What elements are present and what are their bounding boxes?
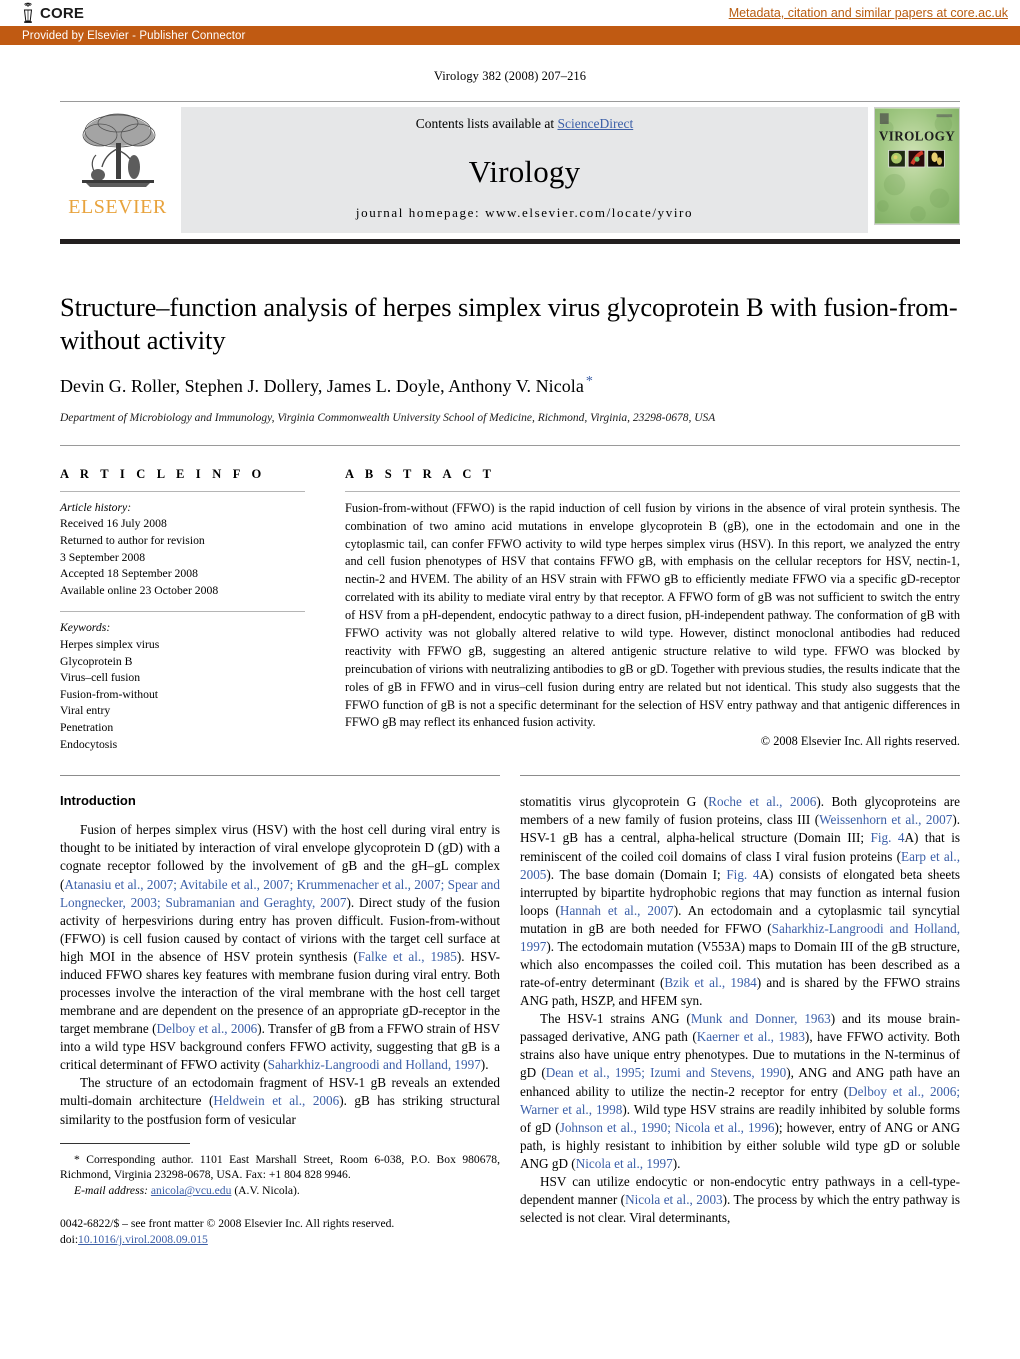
text-run: ); however, entry of ANG or ANG path, is highly resistant to inhibition by either soluble wild type gD or soluble ANG gD ( [520,1119,960,1171]
page-title: Structure–function analysis of herpes simplex virus glycoprotein B with fusion-from-without activity [60,292,958,356]
doi-link[interactable]: 10.1016/j.virol.2008.09.015 [78,1233,208,1247]
keyword-item: Endocytosis [60,737,118,751]
keywords-block [60,611,305,753]
citation-link[interactable]: Fig. 4 [870,830,905,846]
text-run: Fusion of herpes simplex virus (HSV) with the host cell during viral entry is thought to be initiated by interaction of viral envelope glycoprotein D (gD) with a cognate receptor followed by the involvement of gB and the gH–gL complex ( [60,822,500,892]
history-line: Accepted 18 September 2008 [60,567,198,581]
citation-link[interactable]: Weissenhorn et al., 2007 [819,812,953,828]
paragraph [520,1010,960,1173]
title-block [60,291,960,424]
keyword-item: Glycoprotein B [60,654,133,668]
abstract-text: Fusion-from-without (FFWO) is the rapid induction of cell fusion by virions in the absence of viral protein synthesis. The combination of two amino acid mutations in envelope glycoprotein B (gB), one in the ectodomain and one in the cytoplasmic tail, can confer FFWO activity to wild type herpes simplex virus (HSV). In this report, we analyzed the entry and cell fusion phenotypes of HSV that contains FFWO gB, with emphasis on the cellular receptors for HSV, nectin-1, nectin-2 and HVEM. The ability of an HSV strain with FFWO gB to efficiently mediate FFWO via a specific gD-receptor correlated with its ability to mediate viral entry by that receptor. A FFWO form of gB was not sufficient to switch the entry of HSV from a pH-dependent, endocytic pathway to a direct fusion, pH-independent pathway. The conformation of gB with FFWO activity was not globally altered relative to wild type. However, distinct monoclonal antibodies had reduced reactivity with FFWO gB, suggesting an altered antigenic structure relative to wild type. FFWO was blocked by preincubation of virions with neutralizing antibodies to gB or gD. Together with previous studies, the results indicate that the roles of gB in FFWO and in virus–cell fusion during entry are related but not identical. This study also suggests that the FFWO function of gB is not a specific determinant for the selection of HSV entry pathway and that antigenic differences in FFWO gB may reflect its enhanced fusion activity. [345,500,961,730]
keyword-item: Fusion-from-without [60,687,159,701]
citation-link[interactable]: Hannah et al., 2007 [559,902,674,918]
text-run: ). [672,1155,681,1171]
citation-link[interactable]: Kaerner et al., 1983 [696,1029,805,1045]
column-gap [305,467,345,754]
keyword-item: Penetration [60,721,114,735]
front-matter-line: 0042-6822/$ – see front matter © 2008 Elsevier Inc. All rights reserved. [60,1216,395,1230]
text-run: ). An ectodomain and a cytoplasmic tail syncytial mutation in gB are both needed for FFWO ( [520,902,961,936]
body-divider-right [520,775,960,776]
citation-link[interactable]: Roche et al., 2006 [708,794,817,810]
citation-link[interactable]: Nicola et al., 1997 [575,1155,673,1171]
article-info-column [60,467,305,754]
text-run: ). HSV-1 gB has a central, alpha-helical structure (Domain III; [520,812,961,846]
text-run: A) consists of elongated beta sheets interrupted by bipartite hydrophobic regions that may function as internal fusion loops ( [520,866,961,918]
elsevier-logo [60,107,175,233]
history-line: Received 16 July 2008 [60,517,167,531]
email-suffix: (A.V. Nicola). [234,1184,300,1198]
provider-text: Provided by Elsevier - Publisher Connector [22,29,246,42]
article-history-block [60,491,305,600]
svg-text:VIROLOGY: VIROLOGY [878,128,956,144]
journal-cover-thumbnail [874,107,960,225]
journal-title: Virology [468,154,581,189]
text-run: ). Direct study of the fusion activity of herpesvirions during entry has proven difficult. Fusion-from-without (FFWO) is cell fusion caused by contact of virions with the target cell surface at high MOI in the absence of HSV protein synthesis ( [60,894,500,964]
text-run: ). gB has striking structural similarity to the postfusion form of vesicular [60,1093,500,1127]
body-column-right [520,793,960,1248]
citation-link[interactable]: Delboy et al., 2006; Warner et al., 1998 [520,1083,961,1117]
corresponding-author-marker[interactable]: * [585,373,593,389]
journal-masthead [60,101,960,233]
journal-homepage[interactable]: journal homepage: www.elsevier.com/locate/yviro [355,205,694,220]
citation-link[interactable]: Delboy et al., 2006 [156,1021,258,1037]
footnote-divider [60,1143,190,1144]
history-line: Returned to author for revision [60,533,205,547]
text-run: ), have FFWO activity. Both strains also have unique entry phenotypes. Due to mutations in the N-terminus of gD ( [520,1029,960,1081]
doi-line [60,1232,500,1248]
text-run: ). The process by which the entry pathway is selected is not clear. Viral determinants, [520,1192,960,1226]
body-divider-left [60,775,500,776]
body-column-gap [500,793,520,1248]
text-run: A) that is reminiscent of the coiled coil domains of class I viral fusion proteins ( [520,830,960,864]
text-run: ). The base domain (Domain I; [546,866,727,882]
paragraph [60,1074,500,1128]
core-metadata-link[interactable]: Metadata, citation and similar papers at core.ac.uk [728,6,1008,20]
history-line: Available online 23 October 2008 [60,583,219,597]
paragraph [520,1173,960,1227]
contents-available-line [416,116,633,132]
text-run: HSV can utilize endocytic or non-endocytic entry pathways in a cell-type-dependent manner ( [520,1173,960,1207]
body-column-left [60,793,500,1248]
citation-link[interactable]: Saharkhiz-Langroodi and Holland, 1997 [267,1057,481,1073]
body-divider-row [60,775,960,776]
citation-link[interactable]: Earp et al., 2005 [520,848,961,882]
text-run: ). Both glycoproteins are members of a new family of fusion proteins, class III ( [520,794,960,828]
sciencedirect-link[interactable]: ScienceDirect [557,116,634,131]
text-run: ). Transfer of gB from a FFWO strain of HSV into a wild type HSV background confers FFWO activity, suggesting that gB is a critical determinant of FFWO activity ( [60,1021,500,1073]
email-label: E-mail address: [74,1184,148,1198]
provider-bar [0,26,1020,45]
citation-link[interactable]: Dean et al., 1995; Izumi and Stevens, 1990 [545,1065,787,1081]
abstract-block [345,491,960,750]
citation-link[interactable]: Falke et al., 1985 [357,948,457,964]
contents-prefix: Contents lists available at [415,116,558,131]
footnote-email [60,1183,500,1199]
doi-label: doi: [60,1233,79,1247]
email-link[interactable]: anicola@vcu.edu [150,1184,232,1198]
footnote-corresponding-author: * Corresponding author. 1101 East Marshall Street, Room 6-038, P.O. Box 980678, Richmond, Virginia 23298-0678, USA. Fax: +1 804 828 9946. [60,1152,500,1182]
body-columns [60,793,960,1248]
history-line: 3 September 2008 [60,550,146,564]
core-tree-icon [20,2,36,24]
text-run: ), ANG and ANG path have an enhanced ability to utilize the nectin-2 receptor for entry ( [520,1065,960,1099]
text-run: ). Wild type HSV strains are readily inhibited by soluble forms of gD ( [520,1101,960,1135]
elsevier-tree-icon [76,109,160,195]
info-divider [60,445,960,446]
citation-link[interactable]: Bzik et al., 1984 [664,975,757,991]
article-history-heading: Article history: [60,500,132,514]
keyword-item: Herpes simplex virus [60,638,160,652]
abstract-label: A B S T R A C T [345,466,496,481]
citation-link[interactable]: Fig. 4 [726,866,760,882]
citation-link[interactable]: Johnson et al., 1990; Nicola et al., 1996 [559,1119,775,1135]
text-run: The structure of an ectodomain fragment of HSV-1 gB reveals an extended multi-domain architecture ( [60,1075,500,1109]
text-run: The HSV-1 strains ANG ( [540,1011,691,1027]
author-list [60,374,960,397]
citation-link[interactable]: Saharkhiz-Langroodi and Holland, 1997 [520,920,960,954]
info-abstract-region [60,467,960,754]
text-run: stomatitis virus glycoprotein G ( [520,794,709,810]
abstract-copyright: © 2008 Elsevier Inc. All rights reserved. [760,734,960,749]
divider-gap [500,775,520,776]
text-run: ). [480,1057,489,1073]
keyword-item: Viral entry [60,704,111,718]
text-run: ). The ectodomain mutation (V553A) maps to Domain III of the gB structure, which also encompasses the coiled coil. This mutation has been described as a rate-of-entry determinant ( [520,938,960,991]
elsevier-wordmark: ELSEVIER [68,196,167,218]
core-logo [20,2,84,24]
front-matter-block [60,1216,500,1248]
masthead-divider [60,239,960,244]
text-run: ) and its mouse brain-passaged derivative, ANG path ( [520,1011,961,1045]
author-names: Devin G. Roller, Stephen J. Dollery, James L. Doyle, Anthony V. Nicola [60,375,584,396]
paragraph [520,793,960,1010]
journal-cover [874,107,960,233]
keywords-heading: Keywords: [60,621,111,635]
journal-banner [181,107,868,233]
running-head: Virology 382 (2008) 207–216 [433,69,587,83]
text-run: ). HSV-induced FFWO shares key features with membrane fusion during viral entry. Both processes involve the interaction of the viral membrane with the host cell target membrane and are dependent on the presence of an appropriate gD-receptor in the target membrane ( [60,948,501,1037]
affiliation: Department of Microbiology and Immunology, Virginia Commonwealth University School of Medicine, Richmond, Virginia, 23298-0678, USA [60,411,716,424]
keyword-item: Virus–cell fusion [60,671,141,685]
abstract-column [345,467,960,754]
page-content [0,69,1020,1248]
citation-link[interactable]: Heldwein et al., 2006 [213,1093,340,1109]
paragraph [60,821,500,1074]
core-logo-text: CORE [40,4,85,22]
section-heading-introduction: Introduction [60,793,136,809]
core-banner [0,0,1020,26]
citation-link[interactable]: Atanasiu et al., 2007; Avitabile et al., 2007; Krummenacher et al., 2007; Spear and Longnecker, 2003; Subramanian and Geraghty, 2007 [60,876,500,910]
citation-link[interactable]: Nicola et al., 2003 [625,1192,723,1207]
article-info-label: A R T I C L E I N F O [60,466,266,481]
citation-link[interactable]: Munk and Donner, 1963 [690,1011,831,1027]
text-run: ) and is shared by the FFWO strains ANG path, HSZP, and HFEM syn. [520,975,960,1009]
